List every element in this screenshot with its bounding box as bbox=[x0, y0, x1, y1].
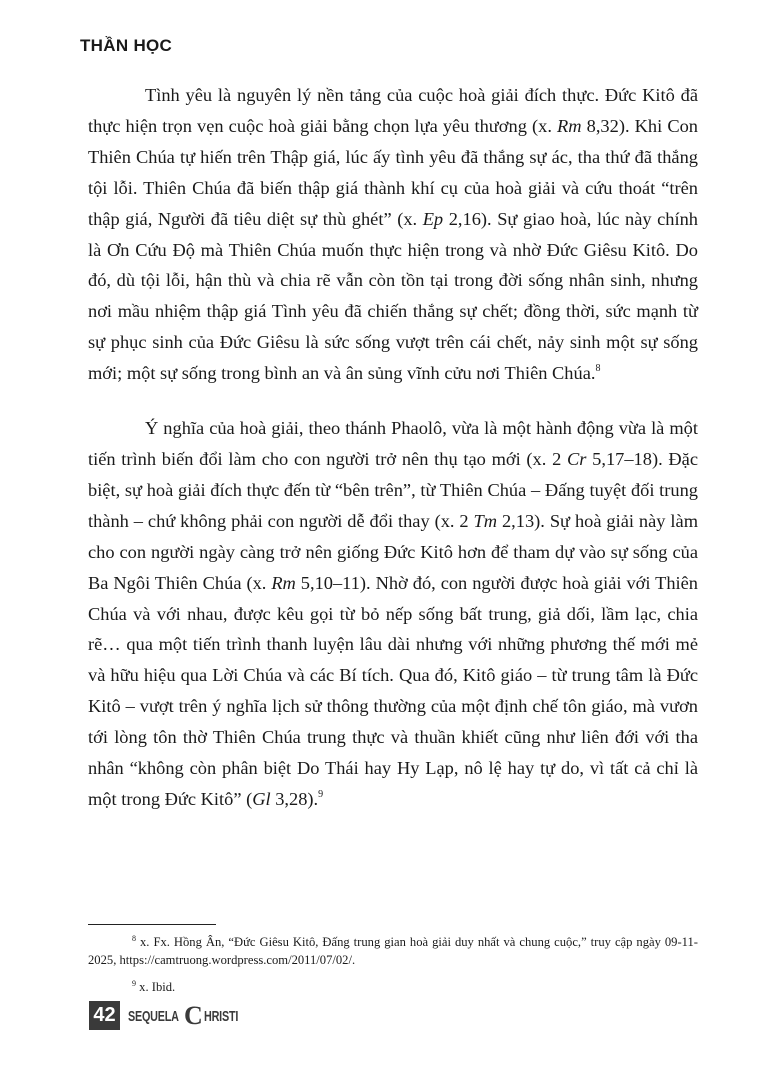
paragraph: Tình yêu là nguyên lý nền tảng của cuộc hoà giải đích thực. Đức Kitô đã thực hiện trọn vẹn cuộc hoà giải bằng chọn lựa yêu thương (x. Rm 8,32). Khi Con Thiên Chúa tự hiến trên Thập giá, lúc ấy tình yêu đã thắng sự ác, tha thứ đã thắng tội lỗi. Thiên Chúa đã biến thập giá thành khí cụ của hoà giải và cứu thoát “trên thập giá, Người đã tiêu diệt sự thù ghét” (x. Ep 2,16). Sự giao hoà, lúc này chính là Ơn Cứu Độ mà Thiên Chúa muốn thực hiện trong và nhờ Đức Giêsu Kitô. Do đó, dù tội lỗi, hận thù và chia rẽ vẫn còn tồn tại trong đời sống nhân sinh, nhưng nơi mầu nhiệm thập giá Tình yêu đã chiến thắng sự chết; đồng thời, sức mạnh từ sự phục sinh của Đức Giêsu là sức sống vượt trên cái chết, nảy sinh một sự sống mới; một sự sống trong bình an và ân sủng vĩnh cửu nơi Thiên Chúa.$^8$ bbox=[88, 85, 698, 384]
footnote-text: x. Ibid. bbox=[139, 980, 176, 994]
footnote-rule bbox=[88, 924, 216, 925]
footnote-text: x. Fx. Hồng Ân, “Đức Giêsu Kitô, Đấng trung gian hoà giải duy nhất và chung cuộc,” truy cập ngày 09-11-2025, https://camtruong.wordpress.com/2011/07/02/. bbox=[88, 935, 698, 967]
footnote-ref[interactable]: 9 bbox=[318, 788, 324, 800]
running-head: THẦN HỌC bbox=[80, 36, 173, 55]
footnote-number: 9 bbox=[132, 979, 136, 988]
paragraph: Ý nghĩa của hoà giải, theo thánh Phaolô, vừa là một hành động vừa là một tiến trình biến đổi làm cho con người trở nên thụ tạo mới (x. 2 Cr 5,17–18). Đặc biệt, sự hoà giải đích thực đến từ “bên trên”, từ Thiên Chúa – Đấng tuyệt đối trung thành – chứ không phải con người dễ đổi thay (x. 2 Tm 2,13). Sự hoà giải này làm cho con người ngày càng trở nên giống Đức Kitô hơn để tham dự vào sự sống của Ba Ngôi Thiên Chúa (x. Rm 5,10–11). Nhờ đó, con người được hoà giải với Thiên Chúa và với nhau, được kêu gọi từ bỏ nếp sống bất trung, giả dối, lầm lạc, chia rẽ… qua một tiến trình thanh luyện lâu dài nhưng với những phương thế mới mẻ và hữu hiệu qua Lời Chúa và các Bí tích. Qua đó, Kitô giáo – từ trung tâm là Đức Kitô – vượt trên ý nghĩa lịch sử thông thường của một định chế tôn giáo, mà vươn tới lòng tôn thờ Thiên Chúa trung thực và thuần khiết cũng như liên đới với tha nhân “không còn phân biệt Do Thái hay Hy Lạp, nô lệ hay tự do, vì tất cả chỉ là một trong Đức Kitô” (Gl 3,28).$^9$ bbox=[88, 418, 699, 809]
body-text bbox=[88, 80, 698, 815]
footnote-ref[interactable]: 8 bbox=[595, 363, 601, 375]
page-number: 42 bbox=[89, 1001, 120, 1030]
footnote bbox=[88, 978, 698, 996]
footnote bbox=[88, 933, 698, 969]
journal-logo: SEQUELA C HRISTI bbox=[128, 1001, 238, 1030]
footnote-number: 8 bbox=[132, 934, 136, 943]
